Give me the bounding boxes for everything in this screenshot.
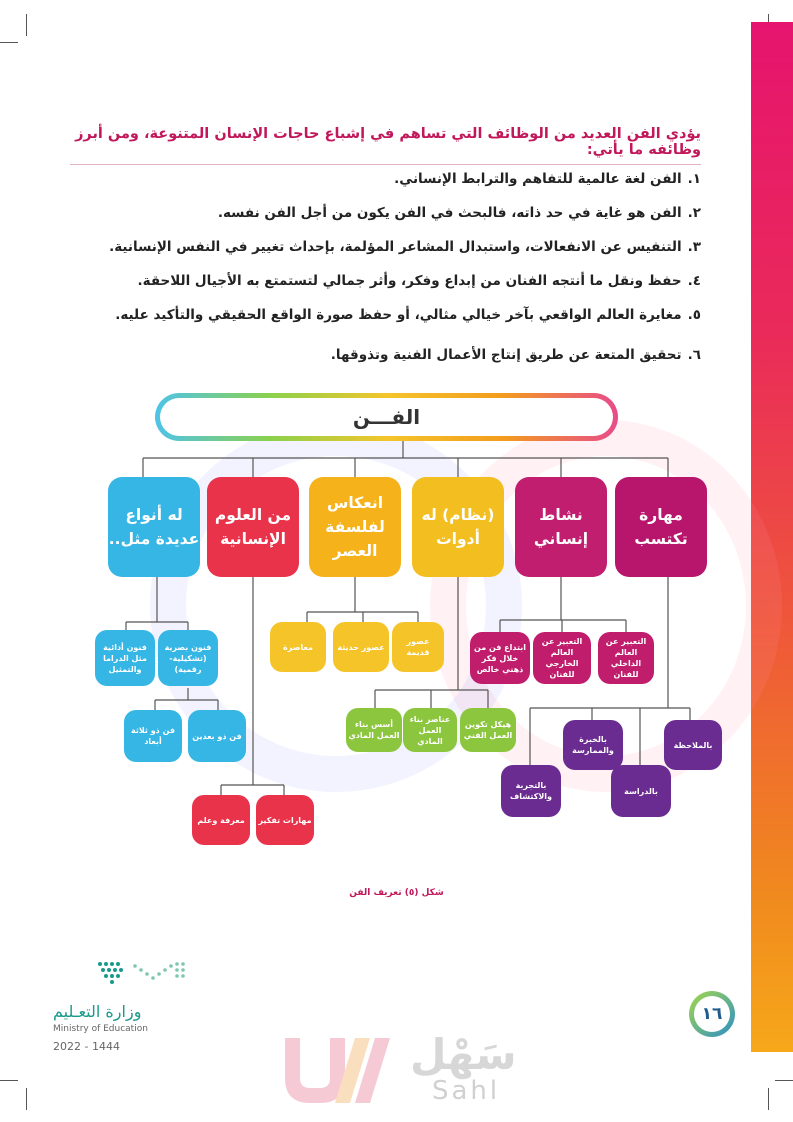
era-contemporary: معاصرة [270,622,326,672]
visual-two-dimensional: فن ذو بعدين [188,710,246,762]
item-number: ٤. [687,273,701,289]
era-modern: عصور حديثة [333,622,389,672]
item-number: ١. [687,171,701,187]
item-number: ٦. [687,347,701,363]
item-text: مغايرة العالم الواقعي بآخر خيالي مثالي، أو حفظ صورة الواقع الحقيقي والتأكيد عليه. [115,307,682,323]
figure-caption: شكل (٥) تعريف الفن [349,888,444,898]
science-knowledge: معرفة وعلم [192,795,250,845]
tool-foundations: أسس بناء العمل المادي [346,708,402,752]
page-number: ١٦ [694,996,730,1032]
item-number: ٣. [687,239,701,255]
visual-three-dimensional: فن ذو ثلاثة أبعاد [124,710,182,762]
item-text: تحقيق المتعة عن طريق إنتاج الأعمال الفنية وتذوقها. [330,347,682,363]
ministry-logo [95,958,190,988]
skill-study: بالدراسة [611,765,671,817]
tile-era-philosophy: انعكاس لفلسفة العصر [309,477,401,577]
type-visual-arts: فنون بصرية (تشكيلية-رقمية) [158,630,218,686]
item-text: الفن لغة عالمية للتفاهم والترابط الإنساني. [394,171,682,187]
tool-elements: عناصر بناء العمل المادي [403,708,457,752]
tile-human-activity: نشاط إنساني [515,477,607,577]
era-ancient: عصور قديمة [392,622,444,672]
item-text: التنفيس عن الانفعالات، واستبدال المشاعر المؤلمة، بإحداث تغيير في النفس الإنسانية. [109,239,682,255]
sahl-watermark-ar: سَهْل [410,1030,517,1079]
activity-pure-thought: ابتداع فن من خلال فكر ذهني خالص [470,632,530,684]
item-number: ٥. [687,307,701,323]
science-thinking-skills: مهارات تفكير [256,795,314,845]
item-number: ٢. [687,205,701,221]
diagram-title-bar [155,393,618,441]
intro-heading: يؤدي الفن العديد من الوظائف التي تساهم في إشباع حاجات الإنسان المتنوعة، ومن أبرز وظائفه ما يأتي: [70,126,701,165]
ministry-name-ar: وزارة التعـليم [53,1002,142,1021]
tool-structure: هيكل تكوين العمل الفني [460,708,516,752]
edition-year: 2022 - 1444 [53,1040,120,1053]
sahl-watermark-en: Sahl [432,1076,501,1106]
tile-acquired-skill: مهارة تكتسب [615,477,707,577]
activity-outer-world: التعبير عن العالم الخارجي للفنان [533,632,591,684]
activity-inner-world: التعبير عن العالم الداخلي للفنان [598,632,654,684]
page-number-badge [689,991,735,1037]
skill-observation: بالملاحظة [664,720,722,770]
tile-human-sciences: من العلوم الإنسانية [207,477,299,577]
item-text: الفن هو غاية في حد ذاته، فالبحث في الفن يكون من أجل الفن نفسه. [217,205,682,221]
sahl-watermark-logo [275,1028,395,1108]
item-text: حفظ ونقل ما أنتجه الفنان من إبداع وفكر، وأثر جمالي لتستمتع به الأجيال اللاحقة. [137,273,682,289]
diagram-title: الفـــن [160,398,613,436]
skill-experiment: بالتجربة والاكتشاف [501,765,561,817]
tile-system-tools: (نظام) له أدوات [412,477,504,577]
ministry-name-en: Ministry of Education [53,1024,148,1034]
tile-many-types: له أنواع عديدة مثل.. [108,477,200,577]
skill-experience: بالخبرة والممارسة [563,720,623,770]
type-performing-arts: فنون أدائية مثل الدراما والتمثيل [95,630,155,686]
